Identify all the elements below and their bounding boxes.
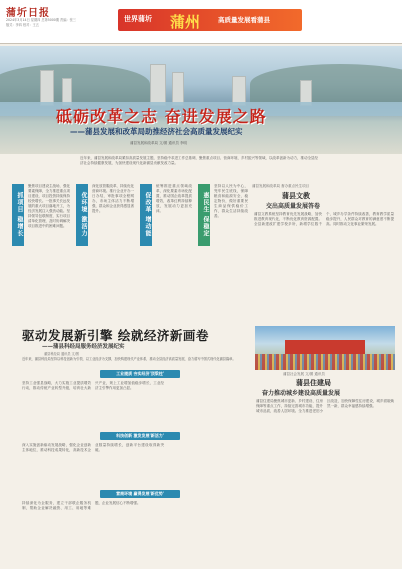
banner-right-text: 高质量发展看蒲县: [218, 16, 270, 24]
right-article2-photo: [255, 326, 395, 370]
section-banner: [118, 9, 302, 31]
right-article2-subtitle: 奋力推动城乡建设高质量发展: [262, 390, 341, 397]
banner-center-text: 蒲州: [170, 13, 201, 31]
lead-paragraph: 近年来，蒲县发展和改革局紧扣高质量发展主题，坚持稳中求进工作总基调，聚焦重点项目、营商环境、乡村振兴等领域，以改革创新为动力，推动全县经济社会持续健康发展，为加快建设现代化新蒲县贡献发改力量。: [80, 156, 318, 165]
hero-byline: 蒲县发展和改革局 文/图 通讯员 李明: [130, 141, 188, 145]
newspaper-logo: 蒲圻日报: [6, 8, 50, 19]
feature-column-2: 深化放管服改革，持续优化营商环境。推行企业开办一日办结，审批事项全程网办，市场主体活力不断增强，群众和企业获得感显著提升。: [92, 184, 134, 213]
right-article-kicker: 蒲县发展和改革局 督办重点民生项目: [252, 184, 310, 188]
right-article2-body: 蒲县住建局聚焦城市更新、乡村建设、住房保障等重点工作，持续完善城市功能，提升城市品质，改善人居环境。全力推进老旧小区改造，加快保障性住房建设，城乡面貌焕然一新，群众幸福感持续增强。: [256, 399, 394, 413]
section2-byline: 蒲县科经局 通讯员 文/图: [44, 352, 79, 356]
section2-head-3: 营商环境 赢得发展'新优势': [100, 490, 180, 498]
right-article-body: 蒲县文教系统坚持教育优先发展战略，加快推进教育现代化，不断优化教育资源配置。全县新建改扩建学校多所，新增学位数千个，城乡办学条件持续改善，教育教学质量稳步提升，人民群众对教育的满意度不断提高。同时推动文化事业繁荣发展。: [254, 212, 394, 226]
masthead: [0, 0, 402, 44]
feature-column-1: 聚焦项目建设主战场，强化要素保障，全力推进重点项目建设，项目投资持续保持较快增长。一批事关长远发展的重大项目落地开工，为经济发展注入强劲动能。坚持领导包联制度，实行项目清单化管理，及时协调解决项目推进中的困难问题。: [28, 184, 70, 228]
section2-body-c: 持续深化为企服务，建立干部联企服务机制，帮助企业解决融资、用工、用地等难题，企业发展信心不断增强。: [22, 501, 141, 510]
hero-building: [172, 72, 184, 106]
hero-headline: 砥砺改革之志 奋进发展之路: [56, 107, 267, 126]
hero-hill-left: [0, 64, 150, 104]
feature-title-1: 抓项目 稳增长: [12, 184, 24, 246]
banner-left-text: 世界蒲圻: [124, 15, 152, 23]
right-article2-kicker: 蒲县社会发展 文/图 通讯员: [283, 372, 325, 376]
section2-body-b: 深入实施创新驱动发展战略，强化企业创新主体地位，推动科技成果转化，高新技术企业数量持续增长，创新平台建设取得新突破。: [22, 443, 164, 452]
feature-title-3: 促改革 增动能: [140, 184, 152, 246]
section2-body-a: 坚持工业强县战略，大力实施工业提质增效行动，推动传统产业转型升级，培育壮大新兴产业，规上工业增加值稳步增长，工业经济主引擎作用更加凸显。: [22, 381, 164, 390]
right-article-title: 蒲县文教: [282, 191, 310, 200]
section2-headline: 驱动发展新引擎 绘就经济新画卷: [22, 328, 209, 343]
section2-subheadline: ——蒲县科经局服务经济发展纪实: [42, 344, 125, 350]
section2-head-1: 工业提质 夯实经济'顶梁柱': [100, 370, 180, 378]
hero-subheadline: ——蒲县发展和改革局助推经济社会高质量发展纪实: [70, 127, 243, 136]
feature-column-4: 坚持以人民为中心，兜牢民生底线，保障粮食和能源安全，稳定物价，做好重要民生商品保供稳价工作，群众生活持续改善。: [214, 184, 248, 218]
hero-building: [40, 70, 54, 106]
logo-block: [6, 4, 78, 40]
hero-photo: [0, 46, 402, 154]
photo-crowd: [255, 354, 395, 370]
issue-info: 2024年3月14日 星期四 总第5000期 责编：张三 版式：李四 校对：王五: [6, 18, 76, 27]
right-article-subtitle: 交出高质量发展答卷: [266, 203, 321, 210]
feature-title-4: 惠民生 保稳定: [198, 184, 210, 246]
photo-stage: [285, 340, 365, 354]
right-article2-title: 蒲县住建局: [296, 378, 331, 387]
hero-hill-right: [250, 64, 402, 104]
section2-head-2: 科技创新 激发发展'新活力': [100, 432, 180, 440]
hero-building: [150, 64, 166, 106]
feature-title-2: 优环境 激活力: [76, 184, 88, 246]
feature-column-3: 统筹推进重点领域改革，深化要素市场化配置，推动国企改革提质增效，改革红利持续释放，发展动力更加充沛。: [156, 184, 192, 213]
section2-lead: 近年来，蒲县科经局坚持以科技创新为引领，以工业经济为支撑，加快构建现代产业体系，推动全县经济高质量发展，奋力谱写中国式现代化蒲县篇章。: [22, 357, 236, 361]
